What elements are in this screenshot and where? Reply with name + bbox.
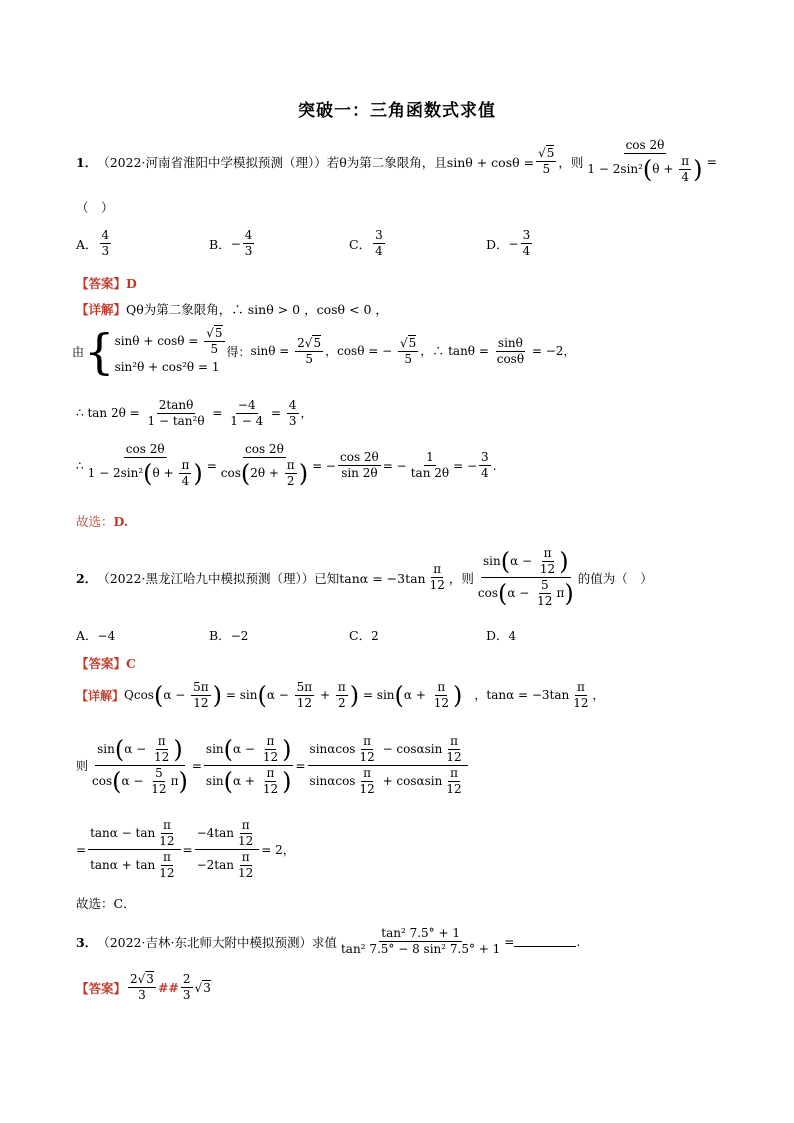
detail-text: Qθ为第二象限角，∴ sinθ > 0 ，cosθ < 0 ， xyxy=(126,302,388,317)
answer-tag: 【答案】 xyxy=(76,656,127,671)
math-fraction: cos 2θ 1 − 2sin²(θ + $\frac{\pi}{4}$ ) xyxy=(587,138,703,184)
question-stem-text: . xyxy=(576,934,581,949)
option-c xyxy=(349,228,387,259)
option-a xyxy=(76,626,115,644)
math-fraction: $\frac{3}{4}$ xyxy=(375,228,383,258)
math-fraction: $\frac{2}{3}$ xyxy=(182,972,191,1002)
question-number: 2． xyxy=(76,570,98,586)
math-fraction: $\frac{√5}{5}$ xyxy=(538,146,555,176)
detail-text: 则 xyxy=(76,759,89,773)
option-text: −4 xyxy=(97,629,116,643)
option-label: A． xyxy=(76,236,98,252)
math-fraction: $\frac{4}{3}$ xyxy=(244,228,253,258)
question-number: 1． xyxy=(76,154,98,170)
option-text: 4 xyxy=(508,629,517,643)
question-2-stem xyxy=(76,546,653,609)
detail-system: 由 { sinθ + cosθ = $\frac{√5}{5}$ sin²θ + cos²θ = 1 得： sinθ = $\frac{2√5}{5}$ ，cosθ = − $\frac{√5}{5}$ ，∴ tanθ = $\frac{\sin\theta}{\cos\theta}$ = −2， xyxy=(72,323,576,380)
question-3-stem: 3． （2022·吉林·东北师大附中模拟预测） 求值 $\frac{\text{tan² 7.5° + 1}}{\text{tan² 7.5° − 8 sin² 7.5° + 1}}$ = . xyxy=(76,926,581,956)
detail-tag: 【详解】 xyxy=(76,689,125,703)
answer-separator: ## xyxy=(157,980,179,995)
option-d xyxy=(486,626,516,644)
question-stem-text: ，则 xyxy=(558,154,584,170)
question-1-stem xyxy=(76,138,717,185)
conclusion-tag: 故选： xyxy=(76,514,114,529)
answer-line xyxy=(76,274,137,292)
detail-line: 【详解】 Qcos(α − $\frac{5\pi}{12}$ ) = sin(α − $\frac{5\pi}{12}$ + $\frac{\pi}{2}$ ) = sin(α + $\frac{\pi}{12}$ ) ，tanα = −3tan $\frac{\pi}{12}$ ， xyxy=(76,680,605,710)
answer-tag: 【答案】 xyxy=(76,980,127,996)
option-c xyxy=(349,626,379,644)
question-source: （2022·黑龙江哈九中模拟预测（理）） xyxy=(97,570,315,586)
option-label: D． xyxy=(486,236,509,252)
detail-expansion: 则 sin(α − $\frac{\pi}{12}$ ) cos(α − $\frac{5}{12}$ π) = sin(α − $\frac{\pi}{12}$ ) sin(α + $\frac{\pi}{12}$ ) = sinαcos $\frac{\pi}{12}$ − cosαsin $\frac{\pi}{12}$ sinαcos $\frac{\pi}{12}$ + cosαsin $\frac{\pi}{12}$ xyxy=(76,734,470,797)
detail-tag: 【详解】 xyxy=(76,302,127,317)
question-stem-text: = xyxy=(706,154,717,169)
option-b xyxy=(209,626,248,644)
detail-tan2theta: ∴ tan 2θ = $\frac{2\tan\theta}{\text{1 − tan²θ}}$ = $\frac{-4}{1 - 4}$ = $\frac{4}{3}$ ， xyxy=(76,398,313,428)
option-b: B． − $\frac{4}{3}$ xyxy=(209,228,253,258)
question-source: （2022·河南省淮阳中学模拟预测（理）） xyxy=(97,154,327,170)
answer-value: D xyxy=(126,276,137,291)
conclusion-line: 故选：C． xyxy=(76,896,136,911)
math-fraction: $\frac{2√3}{3}$ xyxy=(130,972,154,1002)
detail-result: ∴ cos 2θ 1 − 2sin²(θ + $\frac{\pi}{4}$ ) = cos 2θ cos(2θ + $\frac{\pi}{2}$ ) = − $\frac{\cos 2\theta}{\sin 2\theta}$ = − $\frac{1}{\tan 2\theta}$ = − $\frac{3}{4}$ . xyxy=(76,442,497,488)
question-stem-text: ，则 xyxy=(448,570,474,586)
answer-paren: （ ） xyxy=(76,200,114,215)
option-label: D． xyxy=(486,628,509,643)
conclusion-value: D. xyxy=(113,514,129,529)
math-fraction: $\frac{\pi}{12}$ xyxy=(429,562,445,592)
option-label: B． xyxy=(209,236,231,252)
conclusion-line xyxy=(76,512,128,530)
answer-line xyxy=(76,654,136,672)
option-label: C． xyxy=(349,628,372,643)
detail-final: = tanα − tan $\frac{\pi}{12}$ tanα + tan $\frac{\pi}{12}$ = −4tan $\frac{\pi}{12}$ −2tan $\frac{\pi}{12}$ = 2， xyxy=(76,818,295,880)
question-number: 3． xyxy=(76,934,98,950)
answer-tag: 【答案】 xyxy=(76,276,127,291)
answer-value: C xyxy=(126,656,136,671)
question-source: （2022·吉林·东北师大附中模拟预测） xyxy=(97,934,312,950)
detail-text: 由 xyxy=(72,345,85,359)
page-title: 突破一：三角函数式求值 xyxy=(298,101,496,121)
detail-line xyxy=(76,300,388,318)
question-stem-text: 已知tanα = −3tan xyxy=(314,570,426,586)
question-stem-text: 若θ为第二象限角，且sinθ + cosθ = xyxy=(326,154,535,170)
option-label: B． xyxy=(209,628,231,643)
math-fraction: $\frac{3}{4}$ xyxy=(522,228,531,258)
option-text: 2 xyxy=(371,629,379,643)
question-stem-text: 的值为（ ） xyxy=(577,570,653,586)
option-label: C． xyxy=(349,236,372,252)
option-label: A． xyxy=(76,628,98,643)
option-text: −2 xyxy=(230,629,249,643)
math-fraction: $\frac{\text{tan² 7.5° + 1}}{\text{tan² 7.5° − 8 sin² 7.5° + 1}}$ xyxy=(340,926,501,956)
question-stem-text: 求值 xyxy=(311,934,337,950)
math-fraction: $\frac{4}{3}$ xyxy=(101,228,110,258)
answer-blank[interactable] xyxy=(514,936,576,947)
option-d: D． − $\frac{3}{4}$ xyxy=(486,228,531,258)
option-a xyxy=(76,228,113,259)
detail-text: 得： xyxy=(226,345,251,359)
answer-line: 【答案】 $\frac{2√3}{3}$ ## $\frac{2}{3}$ √3 xyxy=(76,972,211,1002)
math-fraction: sin(α − $\frac{\pi}{12}$ ) cos(α − $\frac{5}{12}$ π) xyxy=(477,546,574,608)
